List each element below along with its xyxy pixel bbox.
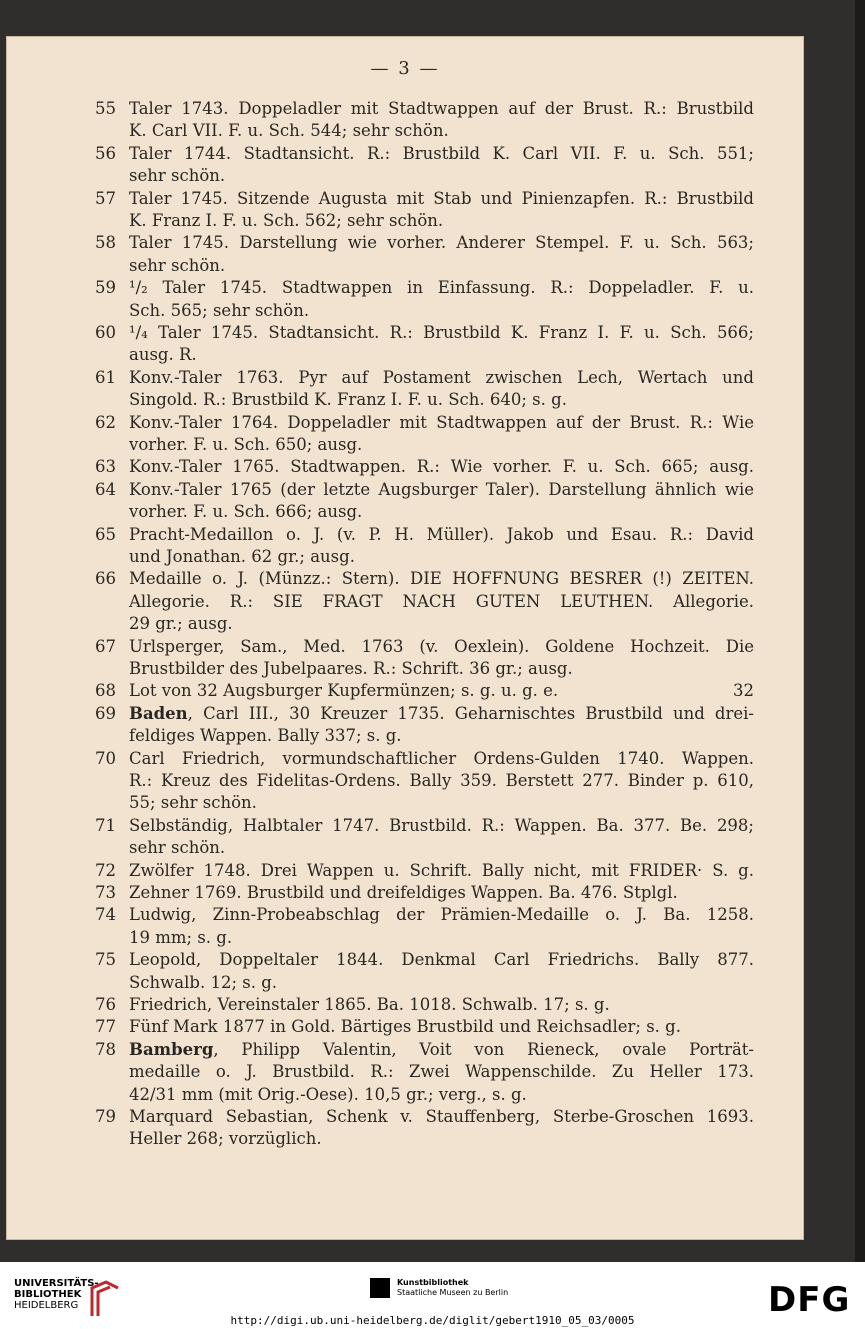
entry-number: 63 [95,457,116,477]
entry-number: 60 [95,323,116,342]
location-heading: Bamberg [129,1039,214,1059]
entry-text-line: Sch. 565; sehr schön. [129,300,310,320]
kunstbibliothek-logo[interactable] [370,1278,520,1306]
entry-text-line: sehr schön. [129,838,226,858]
entry-text-line: Lot von 32 Augsburger Kupfermünzen; s. g. u. g. e. [129,681,559,701]
entry-text-line: Brustbilder des Jubelpaares. R.: Schrift. 36 gr.; ausg. [129,659,573,678]
entry-text-line: und Jonathan. 62 gr.; ausg. [129,547,355,566]
entry-number: 64 [95,479,116,499]
entry-text-line: Pracht-Medaillon o. J. (v. P. H. Müller). Jakob und Esau. R.: David [129,524,754,544]
entry-number: 73 [95,883,116,902]
entry-number: 72 [95,860,116,880]
entry-number: 78 [95,1039,116,1059]
uni-line-1: UNIVERSITÄTS- [14,1278,99,1289]
entry-number: 70 [95,748,116,768]
entry-text-line: Carl Friedrich, vormundschaftlicher Ordens-Gulden 1740. Wappen. [129,748,754,768]
entry-text-line: Ludwig, Zinn-Probeabschlag der Prämien-Medaille o. J. Ba. 1258. [129,905,754,925]
dfg-logo[interactable]: DFG [768,1280,851,1320]
entry-text-line: Konv.-Taler 1765 (der letzte Augsburger Taler). Darstellung ähnlich wie [129,479,754,499]
entry-text-line: Leopold, Doppeltaler 1844. Denkmal Carl Friedrichs. Bally 877. [129,950,754,970]
entry-text-line: vorher. F. u. Sch. 650; ausg. [129,435,363,454]
entry-text-line: Heller 268; vorzüglich. [129,1129,322,1149]
university-library-logo[interactable] [14,1278,154,1318]
entry-text-line: Konv.-Taler 1764. Doppeladler mit Stadtwappen auf der Brust. R.: Wie [129,412,754,432]
document-page [6,36,804,1240]
kunstbibliothek-name [397,1278,508,1298]
scan-edge [855,0,865,1262]
kb-line-1: Kunstbibliothek [397,1278,469,1287]
entry-text-line: Taler 1743. Doppeladler mit Stadtwappen auf der Brust. R.: Brustbild [129,99,754,118]
entry-lot-count: 32 [733,681,754,701]
entry-text-line: feldiges Wappen. Bally 337; s. g. [129,726,402,746]
entry-text-line: Friedrich, Vereinstaler 1865. Ba. 1018. Schwalb. 17; s. g. [129,995,610,1014]
entry-number: 77 [95,1017,116,1037]
entry-text-line: Zehner 1769. Brustbild und dreifeldiges Wappen. Ba. 476. Stplgl. [129,883,678,902]
entry-text-line: Medaille o. J. (Münzz.: Stern). DIE HOFFNUNG BESRER (!) ZEITEN. [129,569,754,589]
entry-text-line: K. Carl VII. F. u. Sch. 544; sehr schön. [129,121,449,141]
entry-number: 55 [95,99,116,118]
entry-text-line: ausg. R. [129,345,197,365]
location-heading: Baden [129,703,188,723]
kb-line-2: Staatliche Museen zu Berlin [397,1288,509,1297]
entry-number: 65 [95,524,116,544]
entry-text-line: medaille o. J. Brustbild. R.: Zwei Wappenschilde. Zu Heller 173. [129,1062,754,1082]
entry-number: 56 [95,143,116,163]
entry-text-line: ¹/₂ Taler 1745. Stadtwappen in Einfassung. R.: Doppeladler. F. u. [129,278,754,298]
entry-text-line: R.: Kreuz des Fidelitas-Ordens. Bally 359. Berstett 277. Binder p. 610, [129,771,754,790]
entry-text-line: sehr schön. [129,255,226,275]
uni-line-2: BIBLIOTHEK [14,1289,82,1300]
entry-text-line: Urlsperger, Sam., Med. 1763 (v. Oexlein). Goldene Hochzeit. Die [129,636,754,656]
entry-text-line: 29 gr.; ausg. [129,614,233,634]
entry-text-line: Singold. R.: Brustbild K. Franz I. F. u. Sch. 640; s. g. [129,390,567,410]
entry-text-line: ¹/₄ Taler 1745. Stadtansicht. R.: Brustbild K. Franz I. F. u. Sch. 566; [129,323,754,342]
entry-text-line: Konv.-Taler 1765. Stadtwappen. R.: Wie vorher. F. u. Sch. 665; ausg. [129,457,754,477]
entry-text-line: Selbständig, Halbtaler 1747. Brustbild. R.: Wappen. Ba. 377. Be. 298; [129,815,754,835]
entry-text-line: Baden, Carl III., 30 Kreuzer 1735. Geharnischtes Brustbild und drei- [129,703,754,723]
entry-number: 66 [95,569,116,589]
entry-text-line: Fünf Mark 1877 in Gold. Bärtiges Brustbild und Reichsadler; s. g. [129,1017,681,1037]
entry-text-line: Zwölfer 1748. Drei Wappen u. Schrift. Bally nicht, mit FRIDER· S. g. [129,860,754,880]
entry-text-line: Marquard Sebastian, Schenk v. Stauffenberg, Sterbe-Groschen 1693. [129,1107,754,1126]
entry-number: 71 [95,815,116,835]
permalink-url[interactable]: http://digi.ub.uni-heidelberg.de/diglit/gebert1910_05_03/0005 [230,1314,635,1327]
entry-number: 59 [95,278,116,298]
entry-number: 76 [95,995,116,1014]
entry-text-line: 55; sehr schön. [129,793,257,813]
entry-text-line: Taler 1745. Darstellung wie vorher. Anderer Stempel. F. u. Sch. 563; [129,233,754,253]
entry-text-line: Allegorie. R.: SIE FRAGT NACH GUTEN LEUTHEN. Allegorie. [129,591,754,611]
entry-number: 62 [95,412,116,432]
entry-number: 67 [95,636,116,656]
entry-text-line: 19 mm; s. g. [129,927,233,947]
entry-text-line: Bamberg, Philipp Valentin, Voit von Rieneck, ovale Porträt- [129,1039,754,1059]
heidelberg-emblem-icon [88,1280,122,1318]
entry-text-line: Schwalb. 12; s. g. [129,972,278,992]
university-library-name [14,1278,99,1311]
entry-text-line: sehr schön. [129,166,226,186]
entry-number: 68 [95,681,116,701]
entry-number: 57 [95,188,116,208]
kunstbibliothek-emblem-icon [370,1278,390,1298]
entry-text-line: K. Franz I. F. u. Sch. 562; sehr schön. [129,211,444,230]
entry-text-line: 42/31 mm (mit Orig.-Oese). 10,5 gr.; verg., s. g. [129,1084,527,1104]
entry-text-line: Konv.-Taler 1763. Pyr auf Postament zwischen Lech, Wertach und [129,367,754,387]
entry-number: 58 [95,233,116,253]
entry-number: 61 [95,367,116,387]
entry-text-line: Taler 1744. Stadtansicht. R.: Brustbild K. Carl VII. F. u. Sch. 551; [129,143,754,163]
uni-line-3: HEIDELBERG [14,1300,79,1311]
entry-number: 75 [95,950,116,970]
entry-text-line: vorher. F. u. Sch. 666; ausg. [129,502,363,522]
entry-text-line: Taler 1745. Sitzende Augusta mit Stab und Pinienzapfen. R.: Brustbild [129,188,754,208]
page-number: — 3 — [370,58,440,79]
footer-bar [0,1262,865,1329]
entry-number: 69 [95,703,116,723]
entry-number: 79 [95,1107,116,1126]
entry-number: 74 [95,905,116,925]
